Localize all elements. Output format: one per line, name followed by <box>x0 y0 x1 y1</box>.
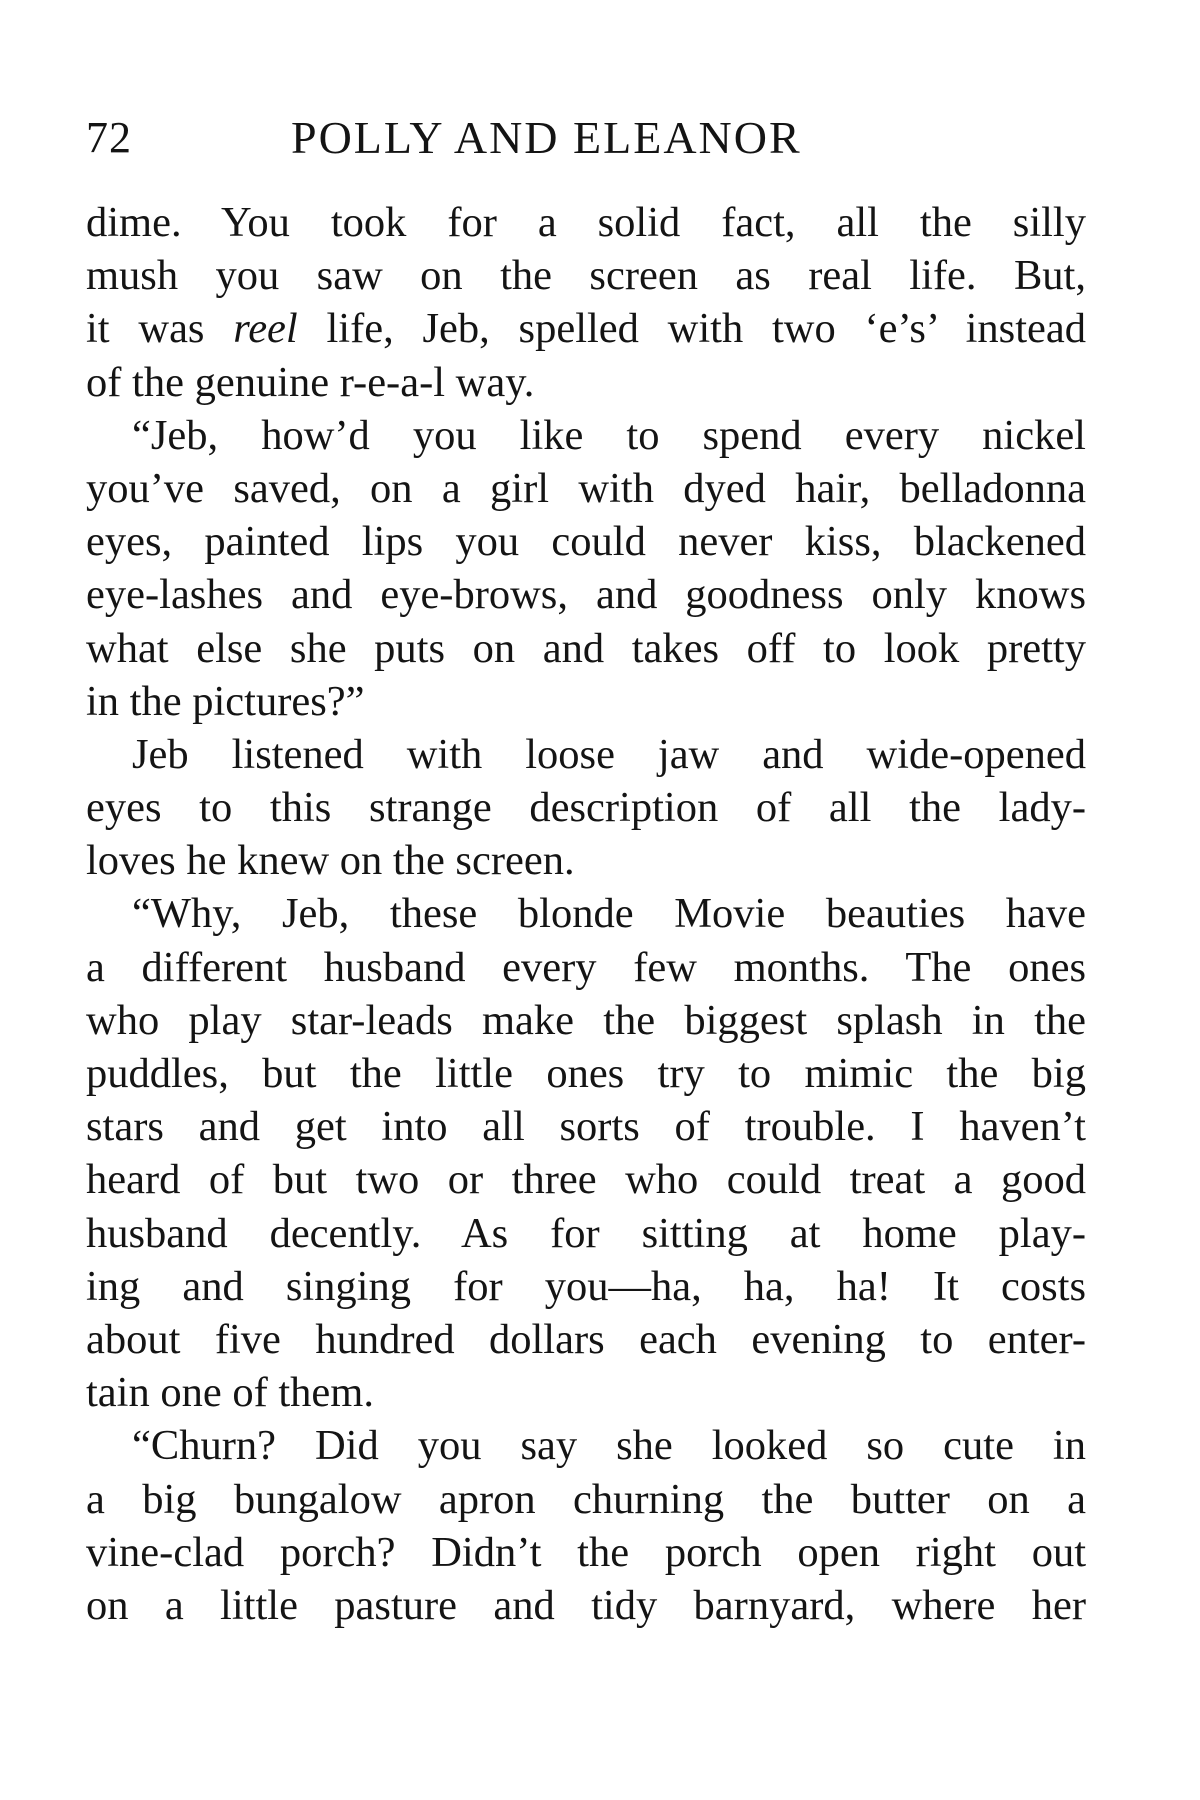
text-line: vine-clad porch? Didn’t the porch open right out <box>86 1528 1086 1576</box>
text-line: what else she puts on and takes off to look pretty <box>86 624 1086 672</box>
text-line <box>86 302 1086 355</box>
text-line: dime. You took for a solid fact, all the silly <box>86 199 1086 246</box>
running-head <box>86 108 1086 168</box>
text-line: a different husband every few months. The ones <box>86 943 1086 991</box>
text-line: “Why, Jeb, these blonde Movie beauties have <box>132 890 1086 938</box>
text-line: of the genuine r-e-a-l way. <box>86 358 535 406</box>
text-line: loves he knew on the screen. <box>86 837 575 885</box>
text-line: ing and singing for you—ha, ha, ha! It costs <box>86 1262 1086 1310</box>
text-line: stars and get into all sorts of trouble. I haven’t <box>86 1103 1086 1151</box>
text-run: it was <box>86 305 234 353</box>
text-line: eyes, painted lips you could never kiss, blackened <box>86 518 1086 566</box>
text-line: in the pictures?” <box>86 677 365 725</box>
text-line: mush you saw on the screen as real life. But, <box>86 252 1086 300</box>
running-title: POLLY AND ELEANOR <box>291 112 802 163</box>
text-line: eyes to this strange description of all the lady- <box>86 784 1086 832</box>
page-number: 72 <box>86 113 132 162</box>
italic-word: reel <box>233 305 298 353</box>
body-text <box>86 196 1086 1632</box>
text-line: puddles, but the little ones try to mimic the big <box>86 1050 1086 1097</box>
text-line: heard of but two or three who could treat a good <box>86 1156 1086 1204</box>
text-line: “Churn? Did you say she looked so cute in <box>132 1422 1086 1470</box>
text-line: “Jeb, how’d you like to spend every nickel <box>132 411 1086 459</box>
text-line: a big bungalow apron churning the butter on a <box>86 1475 1086 1523</box>
text-line: eye-lashes and eye-brows, and goodness only knows <box>86 571 1086 619</box>
text-line: you’ve saved, on a girl with dyed hair, belladonna <box>86 464 1086 512</box>
text-run: life, Jeb, spelled with two ‘e’s’ instead <box>297 305 1086 353</box>
text-line: husband decently. As for sitting at home play- <box>86 1209 1086 1257</box>
text-line: tain one of them. <box>86 1369 374 1417</box>
text-line: on a little pasture and tidy barnyard, where her <box>86 1581 1086 1629</box>
text-line: about five hundred dollars each evening to enter- <box>86 1315 1086 1363</box>
text-line: Jeb listened with loose jaw and wide-opened <box>132 730 1086 778</box>
text-line: who play star-leads make the biggest splash in the <box>86 996 1086 1044</box>
